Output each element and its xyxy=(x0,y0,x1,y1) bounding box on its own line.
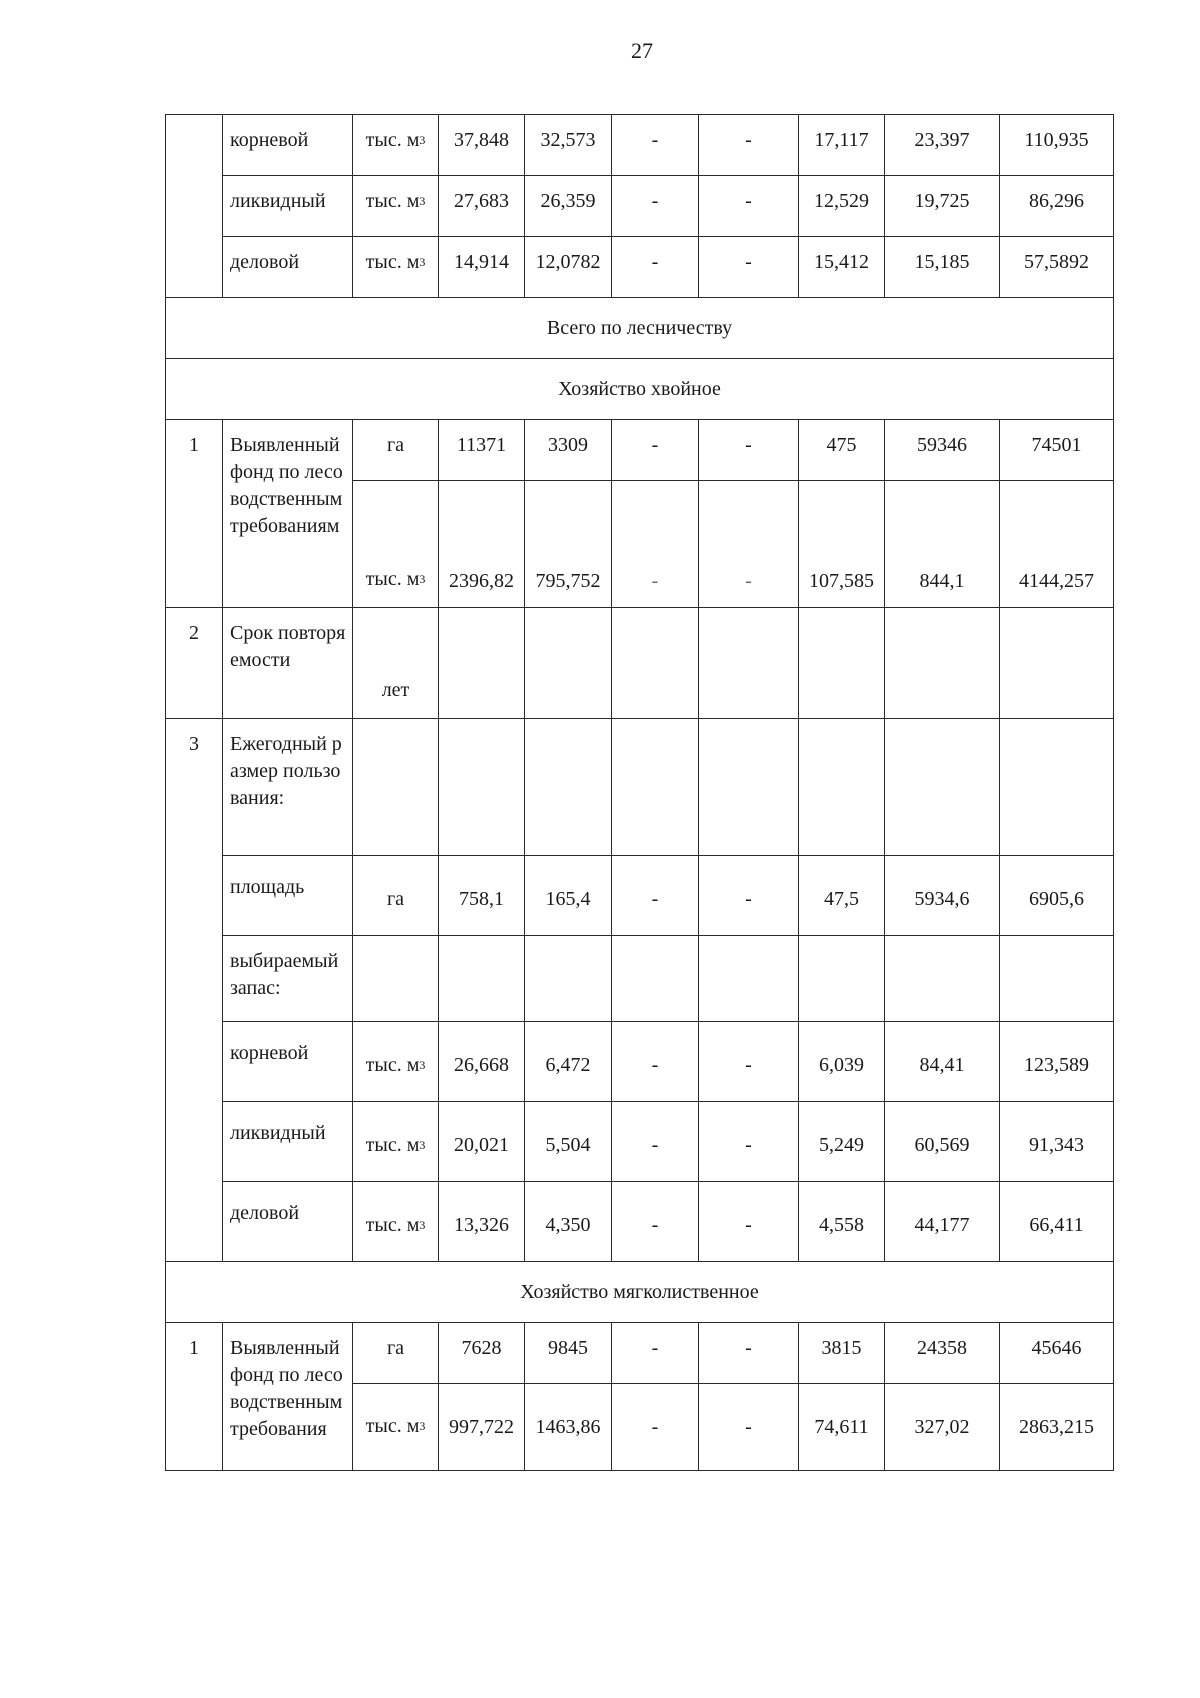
section-header: Всего по лесничеству xyxy=(166,298,1114,359)
value-cell: 15,412 xyxy=(799,237,885,298)
unit-label: тыс. м xyxy=(365,190,420,212)
value-cell: - xyxy=(612,1323,699,1384)
table-row xyxy=(166,936,1114,1022)
row-number: 1 xyxy=(166,1323,223,1471)
unit-cell xyxy=(353,481,439,608)
unit-label: тыс. м xyxy=(365,1414,420,1437)
unit-exponent: 3 xyxy=(419,255,426,269)
unit-label: тыс. м xyxy=(365,568,420,590)
value-cell: - xyxy=(612,1102,699,1182)
unit-cell xyxy=(353,115,439,176)
table-row xyxy=(166,1323,1114,1384)
value-cell: 9845 xyxy=(525,1323,612,1384)
unit-exponent: 3 xyxy=(419,1058,426,1072)
row-name: корневой xyxy=(223,1022,353,1102)
empty-cell xyxy=(699,936,799,1022)
row-name: ликвидный xyxy=(223,1102,353,1182)
unit-label: тыс. м xyxy=(365,1054,420,1076)
table-row xyxy=(166,856,1114,936)
table-row xyxy=(166,359,1114,420)
value-cell: 84,41 xyxy=(885,1022,1000,1102)
page-number: 27 xyxy=(631,38,653,63)
value-cell: - xyxy=(699,1022,799,1102)
value-cell: 1463,86 xyxy=(525,1384,612,1471)
value-cell: 15,185 xyxy=(885,237,1000,298)
number-cell xyxy=(166,115,223,176)
value-cell: - xyxy=(699,115,799,176)
value-cell: 44,177 xyxy=(885,1182,1000,1262)
value-cell: 3309 xyxy=(525,420,612,481)
unit-exponent: 3 xyxy=(419,1418,426,1433)
unit-cell xyxy=(353,1022,439,1102)
unit-cell xyxy=(353,176,439,237)
unit-cell: лет xyxy=(353,608,439,719)
value-cell: - xyxy=(699,856,799,936)
value-cell: 5,504 xyxy=(525,1102,612,1182)
empty-cell xyxy=(525,719,612,856)
empty-cell xyxy=(1000,719,1114,856)
value-cell: - xyxy=(612,420,699,481)
table-row xyxy=(166,1262,1114,1323)
table-row xyxy=(166,176,1114,237)
table-row xyxy=(166,420,1114,481)
value-cell: 11371 xyxy=(439,420,525,481)
empty-cell xyxy=(1000,936,1114,1022)
empty-cell xyxy=(439,936,525,1022)
value-cell: 110,935 xyxy=(1000,115,1114,176)
unit-cell xyxy=(353,1182,439,1262)
row-number: 3 xyxy=(166,719,223,1262)
value-cell: - xyxy=(612,1182,699,1262)
value-cell: - xyxy=(699,237,799,298)
row-name: Выявленный фонд по лесоводственным требованиям xyxy=(223,420,353,608)
value-cell: 57,5892 xyxy=(1000,237,1114,298)
empty-cell xyxy=(353,719,439,856)
unit-label: тыс. м xyxy=(365,1134,420,1156)
row-name: Ежегодный размер пользования: xyxy=(223,719,353,856)
value-cell: 14,914 xyxy=(439,237,525,298)
value-cell: 20,021 xyxy=(439,1102,525,1182)
value-cell: 997,722 xyxy=(439,1384,525,1471)
value-cell: 91,343 xyxy=(1000,1102,1114,1182)
value-cell: 844,1 xyxy=(885,481,1000,608)
value-cell: 13,326 xyxy=(439,1182,525,1262)
row-name: деловой xyxy=(223,237,353,298)
value-cell: - xyxy=(612,481,699,608)
value-cell: 7628 xyxy=(439,1323,525,1384)
row-number: 2 xyxy=(166,608,223,719)
unit-cell xyxy=(353,237,439,298)
value-cell: - xyxy=(699,1182,799,1262)
value-cell: - xyxy=(612,115,699,176)
unit-label: тыс. м xyxy=(365,251,420,273)
value-cell: 4144,257 xyxy=(1000,481,1114,608)
value-cell: 5934,6 xyxy=(885,856,1000,936)
empty-cell xyxy=(799,608,885,719)
value-cell: - xyxy=(612,1022,699,1102)
value-cell: 37,848 xyxy=(439,115,525,176)
row-number: 1 xyxy=(166,420,223,608)
empty-cell xyxy=(885,719,1000,856)
value-cell: - xyxy=(612,856,699,936)
row-name: выбираемый запас: xyxy=(223,936,353,1022)
table-row xyxy=(166,237,1114,298)
empty-cell xyxy=(699,608,799,719)
value-cell: 17,117 xyxy=(799,115,885,176)
value-cell: 60,569 xyxy=(885,1102,1000,1182)
table-row xyxy=(166,1022,1114,1102)
value-cell: - xyxy=(699,420,799,481)
value-cell: 107,585 xyxy=(799,481,885,608)
value-cell: - xyxy=(612,237,699,298)
value-cell: 26,668 xyxy=(439,1022,525,1102)
forest-use-table xyxy=(165,114,1114,1471)
value-cell: 45646 xyxy=(1000,1323,1114,1384)
empty-cell xyxy=(525,608,612,719)
unit-cell: га xyxy=(353,856,439,936)
unit-cell xyxy=(353,1102,439,1182)
value-cell: 4,350 xyxy=(525,1182,612,1262)
unit-cell: га xyxy=(353,1323,439,1384)
value-cell: 19,725 xyxy=(885,176,1000,237)
unit-exponent: 3 xyxy=(419,1138,426,1152)
number-cell xyxy=(166,237,223,298)
value-cell: 475 xyxy=(799,420,885,481)
value-cell: 2396,82 xyxy=(439,481,525,608)
value-cell: 327,02 xyxy=(885,1384,1000,1471)
section-header: Хозяйство хвойное xyxy=(166,359,1114,420)
value-cell: 74501 xyxy=(1000,420,1114,481)
value-cell: 26,359 xyxy=(525,176,612,237)
value-cell: 12,0782 xyxy=(525,237,612,298)
value-cell: 4,558 xyxy=(799,1182,885,1262)
value-cell: 165,4 xyxy=(525,856,612,936)
empty-cell xyxy=(612,936,699,1022)
value-cell: 2863,215 xyxy=(1000,1384,1114,1471)
empty-cell xyxy=(439,719,525,856)
empty-cell xyxy=(885,936,1000,1022)
value-cell: - xyxy=(699,176,799,237)
value-cell: 27,683 xyxy=(439,176,525,237)
table-row xyxy=(166,298,1114,359)
table-row xyxy=(166,1102,1114,1182)
unit-exponent: 3 xyxy=(419,1218,426,1232)
empty-cell xyxy=(799,936,885,1022)
empty-cell xyxy=(439,608,525,719)
unit-exponent: 3 xyxy=(419,133,426,147)
value-cell: - xyxy=(699,1102,799,1182)
value-cell: 6,039 xyxy=(799,1022,885,1102)
value-cell: - xyxy=(699,1323,799,1384)
empty-cell xyxy=(353,936,439,1022)
value-cell: 5,249 xyxy=(799,1102,885,1182)
value-cell: 74,611 xyxy=(799,1384,885,1471)
empty-cell xyxy=(612,719,699,856)
empty-cell xyxy=(885,608,1000,719)
unit-exponent: 3 xyxy=(419,572,426,586)
table-row xyxy=(166,115,1114,176)
empty-cell xyxy=(612,608,699,719)
value-cell: 86,296 xyxy=(1000,176,1114,237)
value-cell: 12,529 xyxy=(799,176,885,237)
unit-exponent: 3 xyxy=(419,194,426,208)
value-cell: - xyxy=(699,481,799,608)
value-cell: 32,573 xyxy=(525,115,612,176)
row-name: корневой xyxy=(223,115,353,176)
unit-cell xyxy=(353,1384,439,1471)
unit-cell: га xyxy=(353,420,439,481)
row-name: Срок повторяемости xyxy=(223,608,353,719)
value-cell: 59346 xyxy=(885,420,1000,481)
value-cell: 758,1 xyxy=(439,856,525,936)
table-row xyxy=(166,1182,1114,1262)
empty-cell xyxy=(699,719,799,856)
table-row xyxy=(166,608,1114,719)
value-cell: 24358 xyxy=(885,1323,1000,1384)
value-cell: 66,411 xyxy=(1000,1182,1114,1262)
row-name: Выявленный фонд по лесоводственным требования xyxy=(223,1323,353,1471)
value-cell: 47,5 xyxy=(799,856,885,936)
value-cell: 795,752 xyxy=(525,481,612,608)
number-cell xyxy=(166,176,223,237)
value-cell: 6905,6 xyxy=(1000,856,1114,936)
value-cell: 6,472 xyxy=(525,1022,612,1102)
section-header: Хозяйство мягколиственное xyxy=(166,1262,1114,1323)
value-cell: 23,397 xyxy=(885,115,1000,176)
empty-cell xyxy=(525,936,612,1022)
empty-cell xyxy=(799,719,885,856)
value-cell: 3815 xyxy=(799,1323,885,1384)
row-name: площадь xyxy=(223,856,353,936)
value-cell: - xyxy=(699,1384,799,1471)
value-cell: - xyxy=(612,176,699,237)
row-name: деловой xyxy=(223,1182,353,1262)
unit-label: тыс. м xyxy=(365,1214,420,1236)
empty-cell xyxy=(1000,608,1114,719)
row-name: ликвидный xyxy=(223,176,353,237)
table-row xyxy=(166,719,1114,856)
unit-label: тыс. м xyxy=(365,129,420,151)
value-cell: - xyxy=(612,1384,699,1471)
value-cell: 123,589 xyxy=(1000,1022,1114,1102)
